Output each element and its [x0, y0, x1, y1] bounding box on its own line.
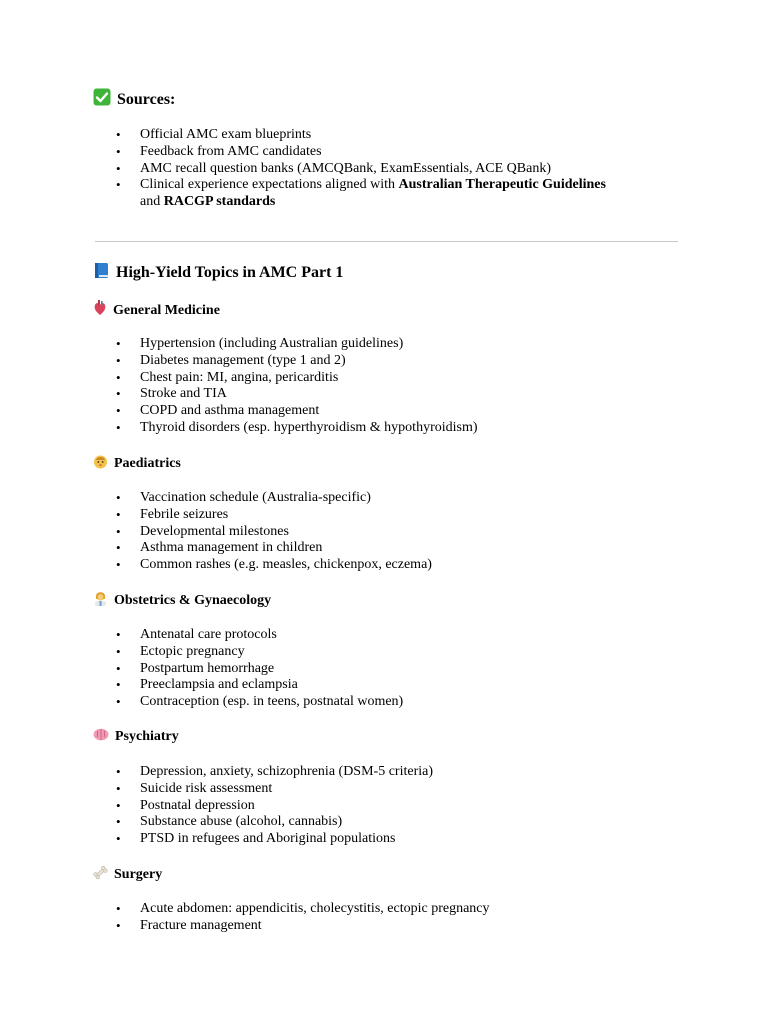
paediatrics-heading	[93, 454, 181, 474]
list-item: • Antenatal care protocols	[112, 627, 403, 644]
list-item	[112, 177, 606, 211]
bone-icon	[93, 865, 108, 885]
general-medicine-list	[112, 336, 478, 437]
list-item: • Depression, anxiety, schizophrenia (DSM-5 criteria)	[112, 764, 433, 781]
obgyn-heading	[93, 591, 271, 611]
psychiatry-heading-text: Psychiatry	[115, 729, 179, 744]
paediatrics-list	[112, 490, 432, 574]
sources-heading	[93, 88, 175, 111]
surgery-heading	[93, 865, 162, 885]
horizontal-divider	[95, 241, 678, 242]
list-item: • Postnatal depression	[112, 798, 433, 815]
list-item: • Feedback from AMC candidates	[112, 144, 606, 161]
general-medicine-heading-text: General Medicine	[113, 302, 220, 318]
list-item: • Thyroid disorders (esp. hyperthyroidism & hypothyroidism)	[112, 420, 478, 437]
psychiatry-list	[112, 764, 433, 848]
list-item: • Preeclampsia and eclampsia	[112, 677, 403, 694]
list-item: • Stroke and TIA	[112, 386, 478, 403]
list-item-text: Clinical experience expectations aligned with	[140, 177, 399, 193]
list-item-text: and	[140, 194, 164, 210]
general-medicine-heading	[93, 300, 220, 321]
list-item: • Ectopic pregnancy	[112, 644, 403, 661]
list-item: • Diabetes management (type 1 and 2)	[112, 353, 478, 370]
list-item: • Fracture management	[112, 918, 490, 935]
baby-icon	[93, 454, 108, 474]
surgery-list	[112, 901, 490, 935]
high-yield-heading-text: High-Yield Topics in AMC Part 1	[116, 264, 344, 281]
list-item: • PTSD in refugees and Aboriginal populations	[112, 831, 433, 848]
list-item: • Common rashes (e.g. measles, chickenpox, eczema)	[112, 557, 432, 574]
list-item: • AMC recall question banks (AMCQBank, ExamEssentials, ACE QBank)	[112, 161, 606, 178]
brain-icon	[93, 728, 109, 746]
list-item: • Febrile seizures	[112, 507, 432, 524]
list-item: • COPD and asthma management	[112, 403, 478, 420]
obgyn-heading-text: Obstetrics & Gynaecology	[114, 593, 272, 608]
woman-doctor-icon	[93, 591, 108, 611]
list-item: • Postpartum hemorrhage	[112, 661, 403, 678]
list-item: • Hypertension (including Australian guidelines)	[112, 336, 478, 353]
bold-text: RACGP standards	[163, 194, 276, 210]
list-item: • Substance abuse (alcohol, cannabis)	[112, 814, 433, 831]
list-item: • Official AMC exam blueprints	[112, 127, 606, 144]
list-item: • Vaccination schedule (Australia-specific)	[112, 490, 432, 507]
list-item: • Chest pain: MI, angina, pericarditis	[112, 370, 478, 387]
blue-book-icon	[93, 262, 110, 284]
obgyn-list	[112, 627, 403, 711]
sources-heading-text: Sources:	[117, 90, 176, 108]
list-item: • Suicide risk assessment	[112, 781, 433, 798]
high-yield-heading	[93, 262, 343, 284]
bold-text: Australian Therapeutic Guidelines	[398, 177, 606, 193]
paediatrics-heading-text: Paediatrics	[114, 456, 181, 471]
list-item: • Asthma management in children	[112, 540, 432, 557]
surgery-heading-text: Surgery	[114, 867, 163, 882]
list-item: • Contraception (esp. in teens, postnatal women)	[112, 694, 403, 711]
psychiatry-heading	[93, 728, 179, 746]
list-item: • Developmental milestones	[112, 524, 432, 541]
check-mark-icon	[93, 88, 111, 111]
list-item: • Acute abdomen: appendicitis, cholecystitis, ectopic pregnancy	[112, 901, 490, 918]
sources-list	[112, 127, 606, 211]
anatomical-heart-icon	[93, 300, 107, 321]
